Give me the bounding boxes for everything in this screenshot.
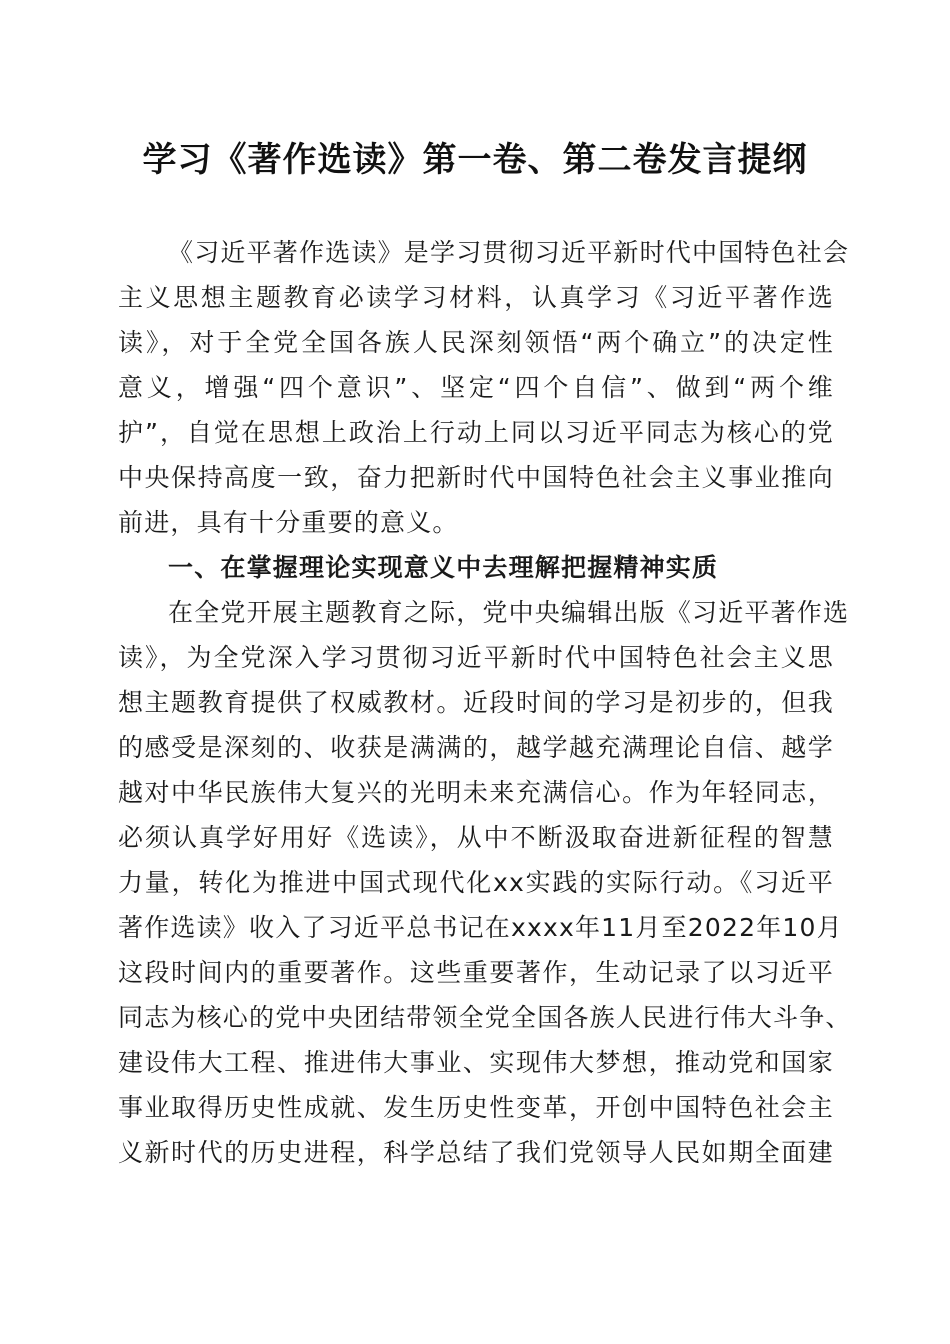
paragraph-line: 中央保持高度一致，奋力把新时代中国特色社会主义事业推向 (118, 463, 834, 492)
section1-paragraph (118, 590, 852, 1175)
paragraph-line: 在全党开展主题教育之际，党中央编辑出版《习近平著作选 (168, 598, 850, 627)
paragraph-line: 读》，为全党深入学习贯彻习近平新时代中国特色社会主义思 (118, 643, 834, 672)
paragraph-line: 著作选读》收入了习近平总书记在xxxx年11月至2022年10月 (118, 913, 843, 942)
paragraph-line: 的感受是深刻的、收获是满满的，越学越充满理论自信、越学 (118, 733, 834, 762)
paragraph-line: 同志为核心的党中央团结带领全党全国各族人民进行伟大斗争、 (118, 1003, 852, 1032)
paragraph-line: 前进，具有十分重要的意义。 (118, 508, 459, 537)
paragraph-line: 护”，自觉在思想上政治上行动上同以习近平同志为核心的党 (118, 418, 834, 447)
paragraph-line: 力量，转化为推进中国式现代化xx实践的实际行动。《习近平 (118, 868, 834, 897)
intro-paragraph (118, 230, 850, 545)
paragraph-line: 主义思想主题教育必读学习材料，认真学习《习近平著作选 (118, 283, 834, 312)
section-heading-1 (118, 545, 834, 590)
paragraph-line: 建设伟大工程、推进伟大事业、实现伟大梦想，推动党和国家 (118, 1048, 834, 1077)
paragraph-line: 想主题教育提供了权威教材。近段时间的学习是初步的，但我 (118, 688, 834, 717)
paragraph-line: 义新时代的历史进程，科学总结了我们党领导人民如期全面建 (118, 1138, 834, 1167)
paragraph-line: 越对中华民族伟大复兴的光明未来充满信心。作为年轻同志， (118, 778, 834, 807)
paragraph-line: 《习近平著作选读》是学习贯彻习近平新时代中国特色社会 (168, 238, 850, 267)
paragraph-line: 这段时间内的重要著作。这些重要著作，生动记录了以习近平 (118, 958, 834, 987)
section-heading-text: 一、在掌握理论实现意义中去理解把握精神实质 (168, 553, 719, 582)
paragraph-line: 事业取得历史性成就、发生历史性变革，开创中国特色社会主 (118, 1093, 834, 1122)
paragraph-line: 意义，增强“四个意识”、坚定“四个自信”、做到“两个维 (118, 373, 834, 402)
paragraph-line: 读》，对于全党全国各族人民深刻领悟“两个确立”的决定性 (118, 328, 834, 357)
document-title: 学习《著作选读》第一卷、第二卷发言提纲 (142, 140, 808, 180)
paragraph-line: 必须认真学好用好《选读》，从中不断汲取奋进新征程的智慧 (118, 823, 834, 852)
